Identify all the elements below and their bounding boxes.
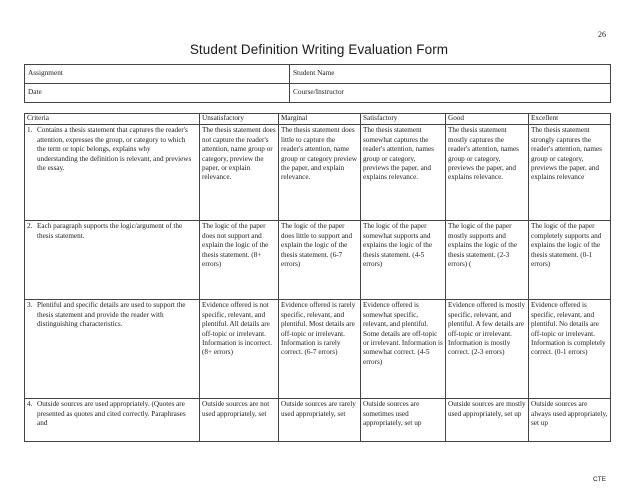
page-number: 26 bbox=[598, 30, 606, 39]
criteria-text: Outside sources are used appropriately. (Quotes are presented as quotes and cited correctly. Paraphrases and bbox=[37, 400, 186, 428]
criteria-cell bbox=[25, 125, 200, 221]
unsatisfactory-cell: The logic of the paper does not support and explain the logic of the thesis statement. (8+ errors) bbox=[200, 221, 279, 300]
marginal-cell: The thesis statement does little to capture the reader's attention, name group or category preview the paper, and explain relevance. bbox=[279, 125, 361, 221]
date-field: Date bbox=[25, 84, 290, 103]
assignment-field: Assignment bbox=[25, 65, 290, 84]
criteria-cell bbox=[25, 221, 200, 300]
criteria-text: Contains a thesis statement that captures the reader's attention, expresses the group, or category to which the term or topic belongs, explains why understanding the definition is relevant, and previews the essay. bbox=[37, 126, 192, 173]
criteria-text: Each paragraph supports the logic/argument of the thesis statement. bbox=[37, 222, 183, 240]
criteria-number: 1. bbox=[27, 126, 33, 135]
rubric-table bbox=[24, 113, 611, 442]
satisfactory-cell: The logic of the paper somewhat supports and explains the logic of the thesis statement. (4-5 errors) bbox=[361, 221, 446, 300]
satisfactory-cell: The thesis statement somewhat captures the reader's attention, names group or category, previews the paper, and explains relevance. bbox=[361, 125, 446, 221]
header-marginal: Marginal bbox=[279, 114, 361, 125]
good-cell: Outside sources are mostly used appropriately, set up bbox=[446, 399, 529, 442]
criteria-number: 2. bbox=[27, 222, 33, 231]
excellent-cell: Evidence offered is specific, relevant, and plentiful. No details are off-topic or irrelevant. Information is completely correct. (0-1 errors) bbox=[529, 300, 611, 399]
marginal-cell: Outside sources are rarely used appropriately, set bbox=[279, 399, 361, 442]
satisfactory-cell: Outside sources are sometimes used appropriately, set up bbox=[361, 399, 446, 442]
excellent-cell: The logic of the paper completely supports and explains the logic of the thesis statement. (0-1 errors) bbox=[529, 221, 611, 300]
criteria-number: 4. bbox=[27, 400, 33, 409]
course-instructor-field: Course/Instructor bbox=[290, 84, 611, 103]
table-row bbox=[25, 221, 611, 300]
criteria-number: 3. bbox=[27, 301, 33, 310]
header-unsatisfactory: Unsatisfactory bbox=[200, 114, 279, 125]
criteria-cell bbox=[25, 300, 200, 399]
satisfactory-cell: Evidence offered is somewhat specific, relevant, and plentiful. Some details are off-topic or irrelevant. Information is somewhat correct. (4-5 errors) bbox=[361, 300, 446, 399]
unsatisfactory-cell: Outside sources are not used appropriately, set bbox=[200, 399, 279, 442]
unsatisfactory-cell: Evidence offered is not specific, relevant, and plentiful. All details are off-topic or irrelevant. Information is incorrect. (8+ errors) bbox=[200, 300, 279, 399]
header-excellent: Excellent bbox=[529, 114, 611, 125]
marginal-cell: Evidence offered is rarely specific, relevant, and plentiful. Most details are off-topic or irrelevant. Information is rarely correct. (6-7 errors) bbox=[279, 300, 361, 399]
unsatisfactory-cell: The thesis statement does not capture the reader's attention, name group or category, preview the paper, or explain relevance. bbox=[200, 125, 279, 221]
footer-label: CTE bbox=[593, 476, 606, 483]
criteria-cell bbox=[25, 399, 200, 442]
rubric-header-row bbox=[25, 114, 611, 125]
excellent-cell: The thesis statement strongly captures the reader's attention, names group or category, previews the paper, and explains relevance bbox=[529, 125, 611, 221]
table-row bbox=[25, 300, 611, 399]
table-row bbox=[25, 125, 611, 221]
header-good: Good bbox=[446, 114, 529, 125]
excellent-cell: Outside sources are always used appropriately, set up bbox=[529, 399, 611, 442]
student-name-field: Student Name bbox=[290, 65, 611, 84]
marginal-cell: The logic of the paper does little to support and explain the logic of the thesis statement. (6-7 errors) bbox=[279, 221, 361, 300]
header-criteria: Criteria bbox=[25, 114, 200, 125]
good-cell: The thesis statement mostly captures the reader's attention, names group or category, previews the paper, and explains relevance. bbox=[446, 125, 529, 221]
header-satisfactory: Satisfactory bbox=[361, 114, 446, 125]
good-cell: Evidence offered is mostly specific, relevant, and plentiful. A few details are off-topic or irrelevant. Information is mostly correct. (2-3 errors) bbox=[446, 300, 529, 399]
criteria-text: Plentiful and specific details are used to support the thesis statement and provide the reader with distinguishing characteristics. bbox=[37, 301, 186, 329]
info-table bbox=[24, 64, 611, 103]
table-row bbox=[25, 399, 611, 442]
good-cell: The logic of the paper mostly supports and explains the logic of the thesis statement. (2-3 errors) ( bbox=[446, 221, 529, 300]
form-title: Student Definition Writing Evaluation Form bbox=[189, 42, 449, 57]
